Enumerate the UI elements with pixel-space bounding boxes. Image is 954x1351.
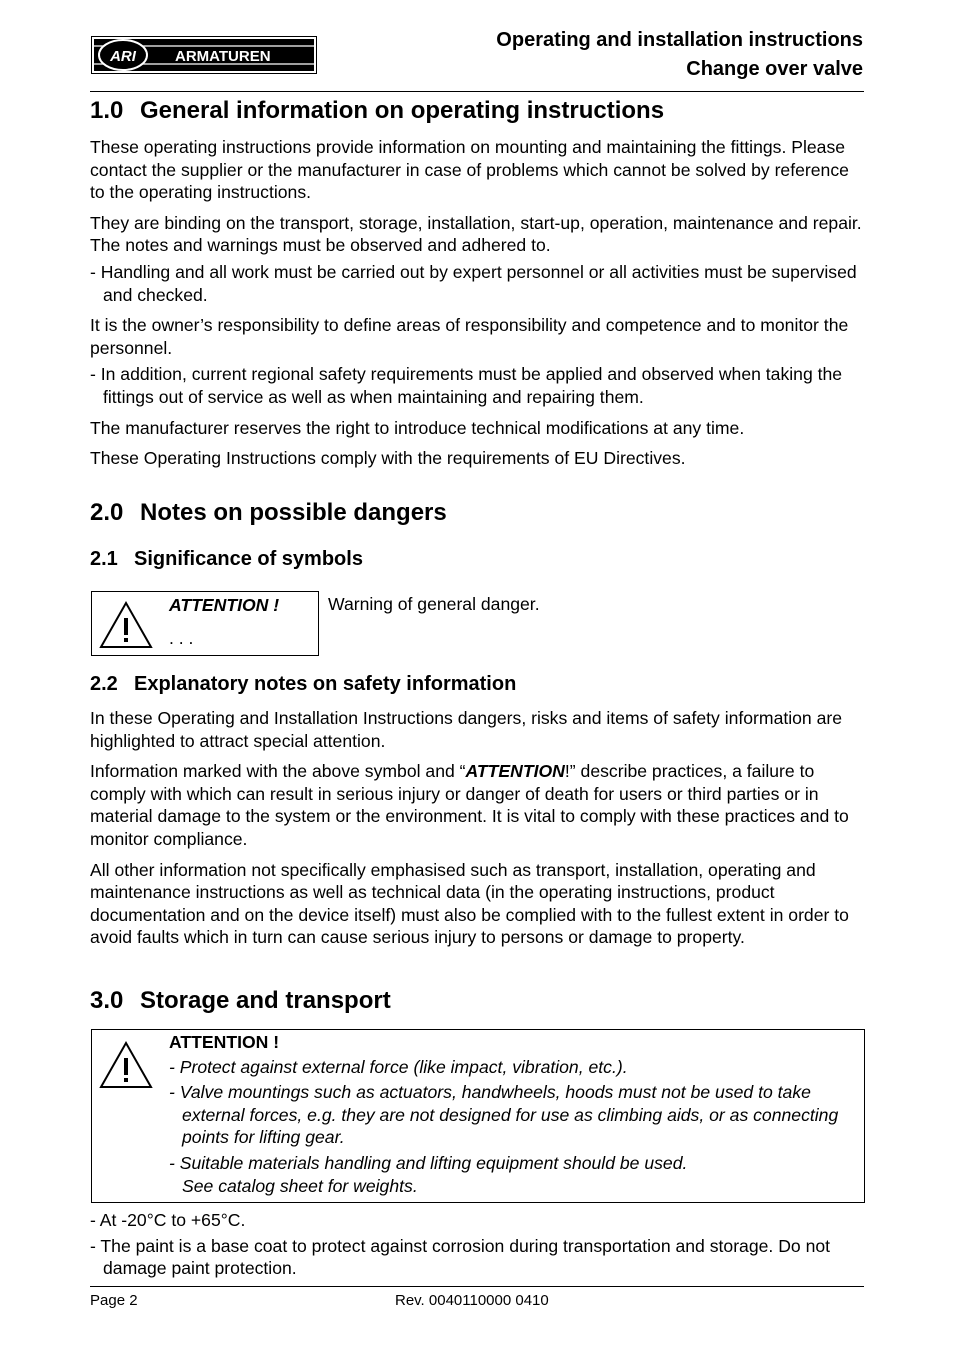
warning-triangle-icon bbox=[98, 1040, 154, 1090]
document-title bbox=[496, 26, 863, 84]
list-item: - Valve mountings such as actuators, handwheels, hoods must not be used to take external forces, e.g. they are not designed for use as climbing aids, or as connecting points for lifting gear. bbox=[169, 1082, 839, 1148]
list-item: - At -20°C to +65°C. bbox=[90, 1210, 246, 1230]
list-item: - In addition, current regional safety requirements must be applied and observed when taking the fittings out of service as well as when maintaining and repairing them. bbox=[90, 364, 843, 407]
svg-text:ARMATUREN: ARMATUREN bbox=[175, 48, 271, 65]
list-item: - Protect against external force (like impact, vibration, etc.). bbox=[169, 1056, 628, 1077]
page-number: Page 2 bbox=[90, 1292, 138, 1309]
ellipsis: . . . bbox=[169, 628, 194, 648]
attention-label: ATTENTION ! bbox=[169, 1032, 280, 1052]
paragraph: In these Operating and Installation Instructions dangers, risks and items of safety information are highlighted to attract special attention. bbox=[90, 708, 843, 751]
symbol-description: Warning of general danger. bbox=[328, 594, 540, 614]
storage-attention-box bbox=[91, 1029, 865, 1203]
header-rule bbox=[90, 91, 864, 92]
section-2-2-body bbox=[90, 707, 864, 949]
paragraph: The notes and warnings must be observed and adhered to. bbox=[90, 235, 551, 256]
paragraph: It is the owner’s responsibility to define areas of responsibility and competence and to monitor the personnel. bbox=[90, 315, 849, 358]
warning-triangle-icon bbox=[98, 600, 154, 650]
title-line-2: Change over valve bbox=[686, 58, 863, 80]
ari-armaturen-logo bbox=[91, 36, 317, 74]
section-2-2-heading: 2.2 Explanatory notes on safety information bbox=[90, 673, 517, 695]
section-2-1-heading: 2.1 Significance of symbols bbox=[90, 548, 363, 570]
attention-symbol-box bbox=[91, 591, 319, 656]
paragraph: The manufacturer reserves the right to introduce technical modifications at any time. bbox=[90, 417, 745, 438]
paragraph: All other information not specifically emphasised such as transport, installation, operating and maintenance instructions as well as technical data (in the operating instructions, product documentation and on the device itself) must also be complied with to the fullest extent in order to avoid faults which in turn can cause serious injury to persons or damage to property. bbox=[90, 859, 849, 948]
revision-number: Rev. 0040110000 0410 bbox=[395, 1292, 549, 1309]
section-2-heading: 2.0 Notes on possible dangers bbox=[90, 499, 447, 526]
paragraph: Information marked with the above symbol and “ATTENTION!” describe practices, a failure to comply with which can result in serious injury or danger of death for users or third parties or in material damage to the system or the environment. It is vital to comply with these practices and to monitor compliance. bbox=[90, 761, 849, 849]
section-1-body bbox=[90, 136, 864, 470]
section-3-heading: 3.0 Storage and transport bbox=[90, 987, 391, 1014]
paragraph: These Operating Instructions comply with the requirements of EU Directives. bbox=[90, 448, 686, 469]
attention-content bbox=[169, 1031, 849, 1197]
list-item: - The paint is a base coat to protect against corrosion during transportation and storage. Do not damage paint protection. bbox=[90, 1235, 831, 1279]
title-line-1: Operating and installation instructions bbox=[496, 29, 863, 51]
svg-text:ARI: ARI bbox=[110, 48, 136, 65]
paragraph: These operating instructions provide information on mounting and maintaining the fittings. Please contact the supplier or the manufacturer in case of problems which cannot be solved by reference to the operating instructions. bbox=[90, 137, 849, 203]
section-1-heading: 1.0 General information on operating instructions bbox=[90, 97, 665, 124]
list-item: - Handling and all work must be carried out by expert personnel or all activities must be supervised and checked. bbox=[90, 261, 857, 305]
section-3-body bbox=[90, 1209, 864, 1280]
paragraph: They are binding on the transport, storage, installation, start-up, operation, maintenance and repair. bbox=[90, 212, 862, 233]
list-item: - Suitable materials handling and lifting equipment should be used. See catalog sheet for weights. bbox=[169, 1152, 688, 1196]
attention-label: ATTENTION ! bbox=[169, 595, 280, 615]
footer-rule bbox=[90, 1286, 864, 1287]
